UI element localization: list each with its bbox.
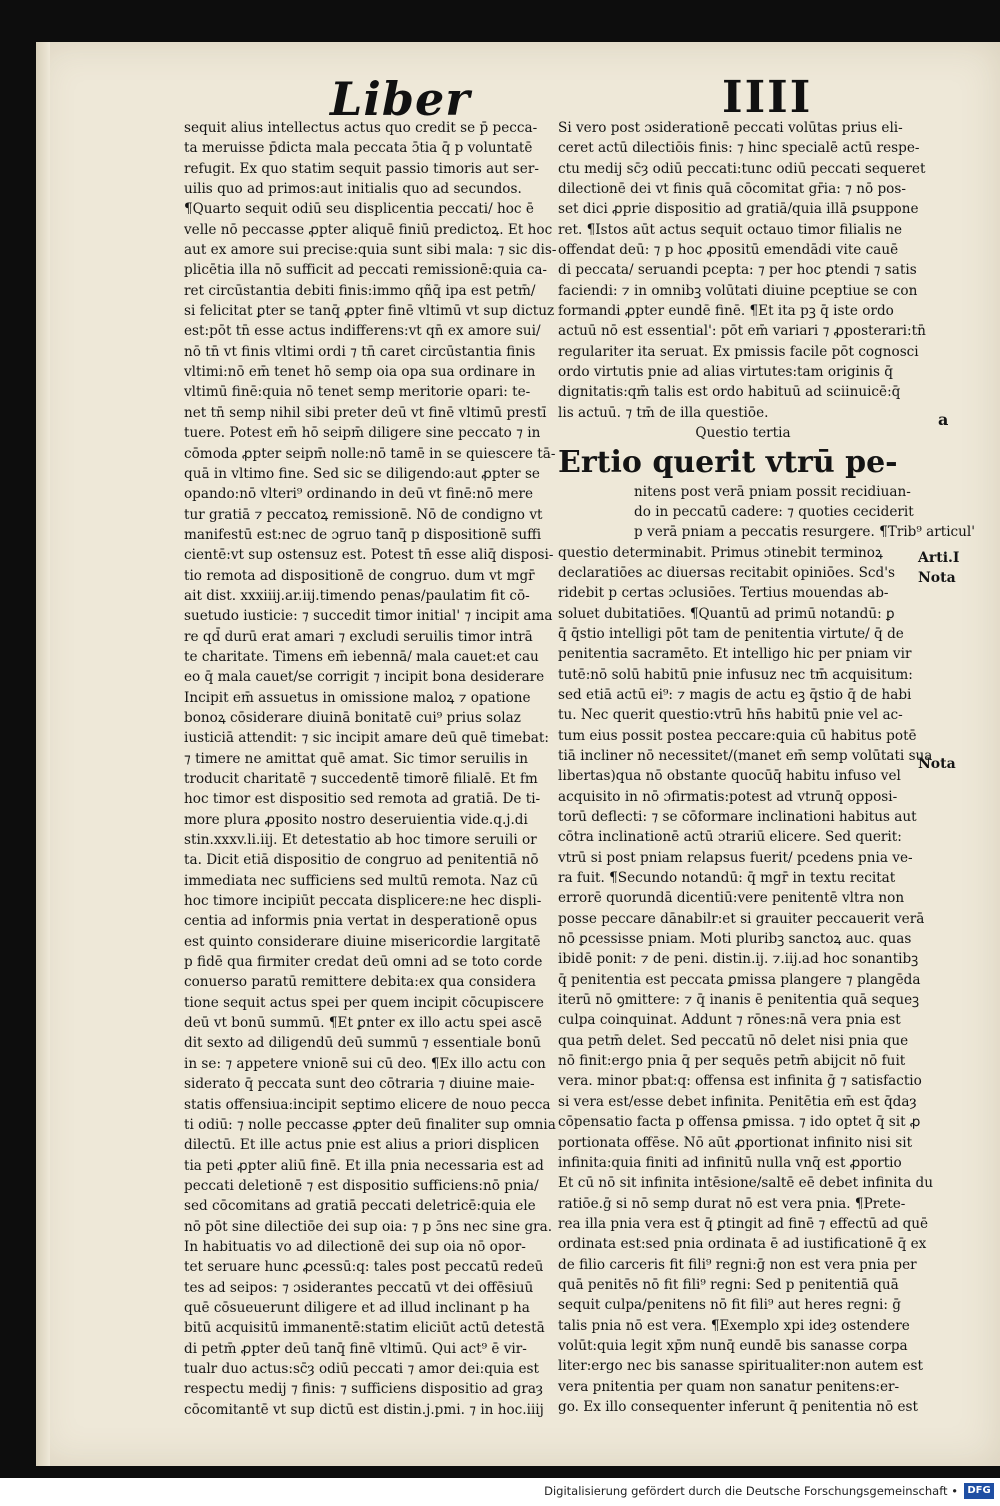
text-line: quā in vltimo fine. Sed sic se diligendo:aut ꝓpter se [184,465,540,482]
text-line: ta. Dicit etiā dispositio de congruo ad penitentiā nō [184,852,539,869]
text-line: ibidē ponit: ⁊ de peni. distin.ij. ⁊.iij.ad hoc sonantibꝫ [558,951,919,968]
text-line: Si vero post ɔsiderationē peccati volūtas prius eli- [558,120,903,136]
text-line: in se: ⁊ appetere vnionē sui cū deo. ¶Ex illo actu con [184,1055,546,1072]
text-line: hoc timore incipiūt peccata displicere:ne hec displi- [184,893,542,910]
text-line: dilectū. Et ille actus pnie est alius a priori displicen [184,1137,540,1154]
text-line: sequit culpa/penitens nō fit fili⁹ aut heres regni: ḡ [558,1297,901,1314]
text-line: errorē quorundā dicentiū:vere penitentē vltra non [558,890,905,907]
text-line: ¶Quarto sequit odiū seu displicentia peccati/ hoc ē [184,201,534,218]
text-line: tia peti ꝓpter aliū finē. Et illa pnia necessaria est ad [184,1157,544,1174]
text-line: cōtra inclinationē actū ɔtrariū elicere. Sed querit: [558,829,902,846]
text-line: In habituatis vo ad dilectionē dei sup oia nō opor- [184,1238,526,1255]
text-line: iterū nō ꝯmittere: ⁊ q̄ inanis ē penitentia quā sequeꝫ [558,992,920,1009]
text-line: di peccata/ seruandi pcepta: ⁊ per hoc ꝑtendi ⁊ satis [558,262,917,279]
question-opening-line: Ertio querit vtrū pe- [558,444,898,480]
text-line: volūt:quia legit xp̄m nunq̄ eundē bis sanasse corpa [558,1337,908,1354]
text-line: statis offensiua:incipit septimo elicere de nouo pecca [184,1096,551,1113]
text-line: faciendi: ⁊ in omnibꝫ volūtati diuine pceptiue se con [558,282,918,299]
text-line: ordo virtutis pnie ad alias virtutes:tam originis q̄ [558,364,894,381]
text-line: vltimū finē:quia nō tenet semp meritorie opari: te- [184,384,531,401]
text-line: eo q̄ mala cauet/se corrigit ⁊ incipit bona desiderare [184,669,545,686]
text-line: q̄ penitentia est peccata ꝑmissa plangere ⁊ plangēda [558,971,921,988]
text-line: set dici ꝓprie dispositio ad gratiā/quia illā ꝑsuppone [558,201,919,218]
text-line: te charitate. Timens em̄ iebennā/ mala cauet:et cau [184,648,539,665]
text-line: lis actuū. ⁊ tm̄ de illa questiōe. [558,404,769,421]
text-line: quē cōsueuerunt diligere et ad illud inclinant p ha [184,1299,530,1316]
question-heading: Questio tertia [695,425,791,442]
text-line: nō ꝑcessisse pniam. Moti pluribꝫ sanctoꝝ auc. quas [558,931,912,948]
text-line: torū deflecti: ⁊ se cōformare inclinationi habitus aut [558,809,917,825]
text-line: ait dist. xxxiiij.ar.iij.timendo penas/paulatim fit cō- [184,587,530,604]
text-line: Incipit em̄ assuetus in omissione maloꝝ ⁊ opatione [184,689,531,706]
text-line: nō tn̄ vt finis vltimi ordi ⁊ tn̄ caret circūstantia finis [184,343,536,360]
text-line: p verā pniam a peccatis resurgere. ¶Trib⁹ articul' [634,524,976,541]
text-line: si felicitat ꝑter se tanq̄ ꝓpter finē vltimū vt sup dictuz [184,303,555,320]
text-line: stin.xxxv.li.iij. Et detestatio ab hoc timore seruili or [184,832,537,849]
margin-note-a: a [938,410,949,429]
margin-note-article: Arti.I [918,550,960,566]
text-line: conuerso paratū remittere debita:ex qua considera [184,974,536,991]
text-line: net tn̄ semp nihil sibi preter deū vt finē vltimū prestī [184,404,547,421]
footer-credit: Digitalisierung gefördert durch die Deutsche Forschungsgemeinschaft • [544,1484,958,1498]
text-line: ctu medij sc̄ȝ odiū peccati:tunc odiū peccati sequeret [558,160,926,177]
text-line: ceret actū dilectiōis finis: ⁊ hinc specialē actū respe- [558,140,920,157]
text-line: soluet dubitatiōes. ¶Quantū ad primū notandū: ꝑ [558,605,895,622]
text-line: tutē:nō solū habitū pnie infusuz nec tm̄ acquisitum: [558,666,913,683]
text-line: Et cū nō sit infinita intēsione/saltē eē debet infinita du [558,1175,933,1192]
dfg-logo: DFG [964,1483,994,1499]
margin-note-nota: Nota [918,570,956,586]
text-line: ret circūstantia debiti finis:immo qñq̄ ipa est petm̄/ [184,282,536,299]
text-line: dilectionē dei vt finis quā cōcomitat gr̄ia: ⁊ nō pos- [558,181,906,198]
text-line: cientē:vt sup ostensuz est. Potest tn̄ esse aliq̄ disposi- [184,547,554,564]
text-line: manifestū est:nec de ɔgruo tanq̄ p dispositionē suffi [184,526,542,543]
text-line: tet seruare hunc ꝓcessū:q: tales post peccatū redeū [184,1259,544,1276]
text-line: more plura ꝓposito nostro deseruientia vide.q.j.di [184,811,528,828]
text-line: infinita:quia finiti ad infinitū nulla vnq̄ est ꝓportio [558,1154,902,1171]
text-line: vera. minor pbat:q: offensa est infinita ḡ ⁊ satisfactio [558,1073,922,1090]
text-line: troducit charitatē ⁊ succedentē timorē filialē. Et fm [184,771,538,787]
text-line: offendat deū: ⁊ p hoc ꝓpositū emendādi vite cauē [558,242,899,259]
text-line: portionata offēse. Nō aūt ꝓportionat infinito nisi sit [558,1134,913,1151]
text-line: culpa coinquinat. Addunt ⁊ rōnes:nā vera pnia est [558,1012,901,1029]
margin-note-nota: Nota [918,756,956,772]
text-line: cōmoda ꝓpter seipm̄ nolle:nō tamē in se quiescere tā- [184,445,556,462]
text-line: posse peccare dānabilr:et si grauiter peccauerit verā [558,910,925,927]
text-line: vltimi:nō em̄ tenet hō semp oia opa sua ordinare in [184,364,536,381]
text-line: velle nō peccasse ꝓpter aliquē finiū predictoꝝ. Et hoc [184,221,553,238]
text-line: dignitatis:qm̄ talis est ordo habituū ad sciinuicē:q̄ [558,384,901,401]
text-line: dit sexto ad diligendū deū summū ⁊ essentiale bonū [184,1035,541,1052]
text-line: peccati deletionē ⁊ est dispositio sufficiens:nō pnia/ [184,1177,539,1194]
text-line: bitū acquisitū immanentē:statim eliciūt actū detestā [184,1320,545,1337]
text-line: tum eius possit postea peccare:quia cū habitus potē [558,727,917,744]
text-line: nitens post verā pniam possit recidiuan- [634,483,911,500]
running-head-right: IIII [722,72,813,123]
text-line: sed cōcomitans ad gratiā peccati deletricē:quia ele [184,1198,536,1215]
text-line: acquisito in nō ɔfirmatis:potest ad vtrunq̄ opposi- [558,788,898,805]
text-line: siderato q̄ peccata sunt deo cōtraria ⁊ diuine maie- [184,1076,535,1093]
text-line: qua petm̄ delet. Sed peccatū nō delet nisi pnia que [558,1032,909,1049]
text-line: deū vt bonū summū. ¶Et ꝑnter ex illo actu spei ascē [184,1015,542,1032]
text-line: questio determinabit. Primus ɔtinebit terminoꝝ [558,544,883,561]
text-line: ta meruisse p̄dicta mala peccata ɔ̄tia q̄ p voluntatē [184,140,533,157]
text-line: opando:nō vlteri⁹ ordinando in deū vt finē:nō mere [184,486,534,503]
text-line: ordinata est:sed pnia ordinata ē ad iustificationē q̄ ex [558,1236,927,1253]
text-line: tuere. Potest em̄ hō seipm̄ diligere sine peccato ⁊ in [184,425,541,442]
text-line: di petm̄ ꝓpter deū tanq̄ finē vltimū. Qui act⁹ ē vir- [184,1340,527,1357]
text-line: actuū nō est essential': pōt em̄ variari ⁊ ꝓposterari:tn̄ [558,323,926,340]
text-line: go. Ex illo consequenter inferunt q̄ penitentia nō est [558,1398,918,1415]
text-line: hoc timor est dispositio sed remota ad gratiā. De ti- [184,791,541,808]
text-line: de filio carceris fit fili⁹ regni:ḡ non est vera pnia per [558,1256,917,1273]
text-line: liter:ergo nec bis sanasse spiritualiter:non autem est [558,1358,923,1375]
text-line: tualr duo actus:sc̄ȝ odiū peccati ⁊ amor dei:quia est [184,1360,539,1377]
text-line: ⁊ timere ne amittat quē amat. Sic timor seruilis in [184,750,529,767]
text-line: tur gratiā ⁊ peccatoꝝ remissionē. Nō de condigno vt [184,506,543,523]
text-line: centia ad informis pnia vertat in desperationē opus [184,913,538,930]
text-line: rea illa pnia vera est q̄ ꝑtingit ad finē ⁊ effectū ad quē [558,1215,929,1232]
text-line: cōpensatio facta p offensa ꝑmissa. ⁊ ido optet q̄ sit ꝓ [558,1114,921,1131]
text-line: ti odiū: ⁊ nolle peccasse ꝓpter deū finaliter sup omnia [184,1116,556,1133]
text-line: si vera est/esse debet infinita. Penitētia em̄ est q̄daȝ [558,1093,917,1110]
digitization-footer [0,1478,1000,1506]
text-line: cōcomitantē vt sup dictū est distin.j.pmi. ⁊ in hoc.iiij [184,1401,544,1418]
text-line: quā penitēs nō fit fili⁹ regni: Sed p penitentiā quā [558,1276,899,1293]
text-line: est quinto considerare diuine misericordie largitatē [184,933,541,950]
text-line: aut ex amore sui precise:quia sunt sibi mala: ⁊ sic dis- [184,242,557,259]
text-line: nō finit:ergo pnia q̄ per sequēs petm̄ abijcit nō fuit [558,1053,906,1070]
text-line: est:pōt tn̄ esse actus indifferens:vt qn̄ ex amore sui/ [184,323,541,340]
text-line: immediata nec sufficiens sed multū remota. Naz cū [184,872,538,889]
left-text-column [184,118,578,1418]
text-line: tione sequit actus spei per quem incipit cōcupiscere [184,994,544,1011]
text-line: respectu medij ⁊ finis: ⁊ sufficiens dispositio ad graȝ [184,1381,544,1398]
text-line: ridebit p certas ɔclusiōes. Tertius mouendas ab- [558,585,889,602]
text-line: libertas)qua nō obstante quocūq̄ habitu infuso vel [558,768,901,785]
binding-edge [36,42,50,1466]
text-line: declaratiōes ac diuersas recitabit opiniōes. Scd's [558,564,895,581]
text-line: ret. ¶Istos aūt actus sequit octauo timor filialis ne [558,221,903,238]
text-line: do in peccatū cadere: ⁊ quoties ceciderit [634,503,914,520]
text-line: p fidē qua firmiter credat deū omni ad se toto corde [184,954,543,971]
text-line: tio remota ad dispositionē de congruo. dum vt mgr̄ [184,567,535,584]
text-line: nō pōt sine dilectiōe dei sup oia: ⁊ p ɔ̄ns nec sine gra. [184,1218,553,1235]
text-line: sequit alius intellectus actus quo credit se p̄ pecca- [184,120,538,136]
text-line: tu. Nec querit questio:vtrū hn̄s habitū pnie vel ac- [558,707,903,724]
text-line: bonoꝝ cōsiderare diuinā bonitatē cui⁹ prius solaz [184,709,521,726]
text-line: ratiōe.ḡ si nō semp durat nō est vera pnia. ¶Prete- [558,1195,906,1212]
text-line: uilis quo ad primos:aut initialis quo ad secundos. [184,181,522,198]
text-line: tes ad seipos: ⁊ ɔsiderantes peccatū vt dei offēsiuū [184,1279,534,1296]
text-line: vera pnitentia per quam non sanatur penitens:er- [558,1378,900,1395]
text-line: ra fuit. ¶Secundo notandū: q̄ mgr̄ in textu recitat [558,870,896,887]
text-line: q̄ q̄stio intelligi pōt tam de penitentia virtute/ q̄ de [558,625,904,642]
text-line: re qd̄ durū erat amari ⁊ excludi seruilis timor intrā [184,628,533,645]
text-line: sed etiā actū ei⁹: ⁊ magis de actu eꝫ q̄stio q̄ de habi [558,686,912,703]
text-line: suetudo iusticie: ⁊ succedit timor initial' ⁊ incipit ama [184,608,553,625]
text-line: regulariter ita seruat. Ex pmissis facile pōt cognosci [558,343,919,360]
text-line: formandi ꝓpter eundē finē. ¶Et ita pꝫ q̄ iste ordo [558,303,894,320]
text-line: iusticiā attendit: ⁊ sic incipit amare deū quē timebat: [184,730,549,747]
text-line: penitentia sacramēto. Et intelligo hic per pniam vir [558,646,912,663]
text-line: plicētia illa nō sufficit ad peccati remissionē:quia ca- [184,262,548,279]
running-head-left: Liber [330,72,471,126]
text-line: tiā incliner nō necessitet/(manet em̄ semp volūtati sua [558,747,933,764]
text-line: refugit. Ex quo statim sequit passio timoris aut ser- [184,160,539,177]
text-line: talis pnia nō est vera. ¶Exemplo xpi ideȝ ostendere [558,1317,910,1334]
text-line: vtrū si post pniam relapsus fuerit/ pcedens pnia ve- [558,849,913,866]
